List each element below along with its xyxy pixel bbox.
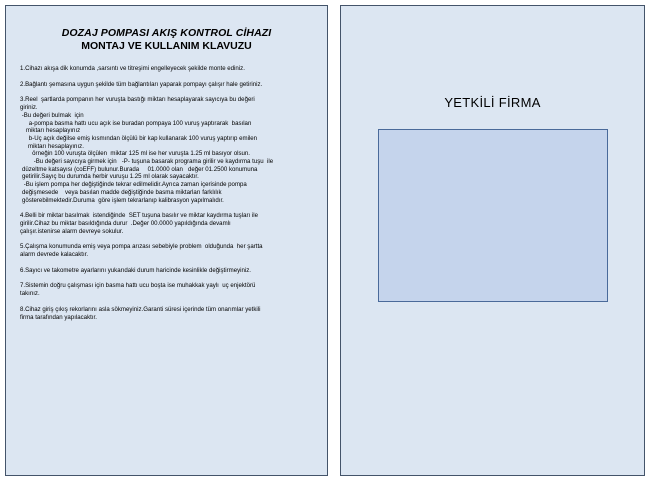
manual-line: girilir.Cihaz bu miktar basıldığında durur .Değer 00.0000 yapıldığında devamlı <box>20 219 231 227</box>
manual-line: 4.Belli bir miktar basılmak istendiğinde SET tuşuna basılır ve miktar kaydırma tuşları ile <box>20 212 258 220</box>
manual-section-7 <box>20 282 322 297</box>
manual-section-1 <box>20 65 322 73</box>
manual-line: 6.Sayıcı ve takometre ayarlarını yukarıdaki durum haricinde kesinlikle değiştirmeyiniz. <box>20 266 251 274</box>
manual-line: 1.Cihazı akışa dik konumda ,sarsıntı ve titreşimi engelleyecek şekilde monte ediniz. <box>20 65 245 72</box>
manual-line: firma tarafından yapılacaktır. <box>20 313 97 321</box>
title-line-2: MONTAJ VE KULLANIM KLAVUZU <box>81 40 252 52</box>
manual-line: alarm devrede kalacaktır. <box>20 251 89 259</box>
manual-section-8 <box>20 306 322 321</box>
manual-line: -Bu değeri bulmak için <box>20 111 84 119</box>
manual-title <box>6 27 327 52</box>
manual-line: miktarı hesaplayınız. <box>28 142 84 150</box>
manual-section-6 <box>20 267 322 275</box>
manual-line: örneğin 100 vuruşta ölçülen miktar 125 ml ise her vuruşta 1.25 ml basıyor olsun. <box>22 150 250 158</box>
title-line-1: DOZAJ POMPASI AKIŞ KONTROL CİHAZI <box>61 27 272 39</box>
manual-line: değişmesede veya basılan madde değiştiğinde basma miktarları farklılık <box>22 188 222 196</box>
manual-section-4 <box>20 212 322 235</box>
firm-logo-placeholder <box>378 129 608 302</box>
manual-section-3 <box>20 96 322 204</box>
manual-line: 7.Sistemin doğru çalışması için basma hattı ucu boşta ise muhakkak yaylı uç enjektörü <box>20 282 256 290</box>
manual-line: 8.Cihaz giriş çıkış rekorlarını asla sökmeyiniz.Garanti süresi içerinde tüm onarımlar yetkili <box>20 305 261 313</box>
manual-line: getirilir.Sayıç bu durumda herbir vuruşu 1.25 ml olarak sayacaktır. <box>22 173 199 181</box>
manual-line: a-pompa basma hattı ucu açık ise buradan pompaya 100 vuruş yaptırarak basılan <box>22 119 252 127</box>
manual-line: -Bu değeri sayıcıya girmek için -P- tuşuna basarak programa girilir ve kaydırma tuşu ile <box>32 158 274 166</box>
manual-line: 3.Reel şartlarda pompanın her vuruşta bastığı miktarı hesaplayarak sayıcıya bu değeri <box>20 96 255 104</box>
manual-body <box>20 65 322 329</box>
manual-line: giriniz. <box>20 104 38 112</box>
manual-line: gösterebilmektedir.Duruma göre işlem tekrarlanıp kalibrasyon yapılmalıdır. <box>22 196 224 204</box>
manual-section-2 <box>20 81 322 89</box>
manual-line: çalışır.istenirse alarm devreye sokulur. <box>20 227 124 235</box>
manual-section-5 <box>20 243 322 258</box>
authorized-firm-panel <box>340 5 645 476</box>
manual-line: takınız. <box>20 290 40 298</box>
manual-line: -Bu işlem pompa her değiştiğinde tekrar edilmelidir.Ayrıca zaman içerisinde pompa <box>22 181 247 189</box>
manual-line: 5.Çalışma konumunda emiş veya pompa arızası sebebiyle problem olduğunda her şartta <box>20 243 263 251</box>
manual-line: miktarı hesaplayınız <box>26 127 81 135</box>
manual-line: düzeltme katsayısı (coEFF) bulunur.Burada 01.0000 olan değer 01.2500 konumuna <box>22 165 258 173</box>
manual-line: 2.Bağlantı şemasına uygun şekilde tüm bağlantıları yaparak pompayı çalışır hale getiriniz. <box>20 80 263 88</box>
manual-line: b-Uç açık değilse emiş kısmından ölçülü bir kap kullanarak 100 vuruş yaptırıp emilen <box>22 134 258 142</box>
authorized-firm-title: YETKİLİ FİRMA <box>444 95 541 110</box>
manual-panel <box>5 5 328 476</box>
